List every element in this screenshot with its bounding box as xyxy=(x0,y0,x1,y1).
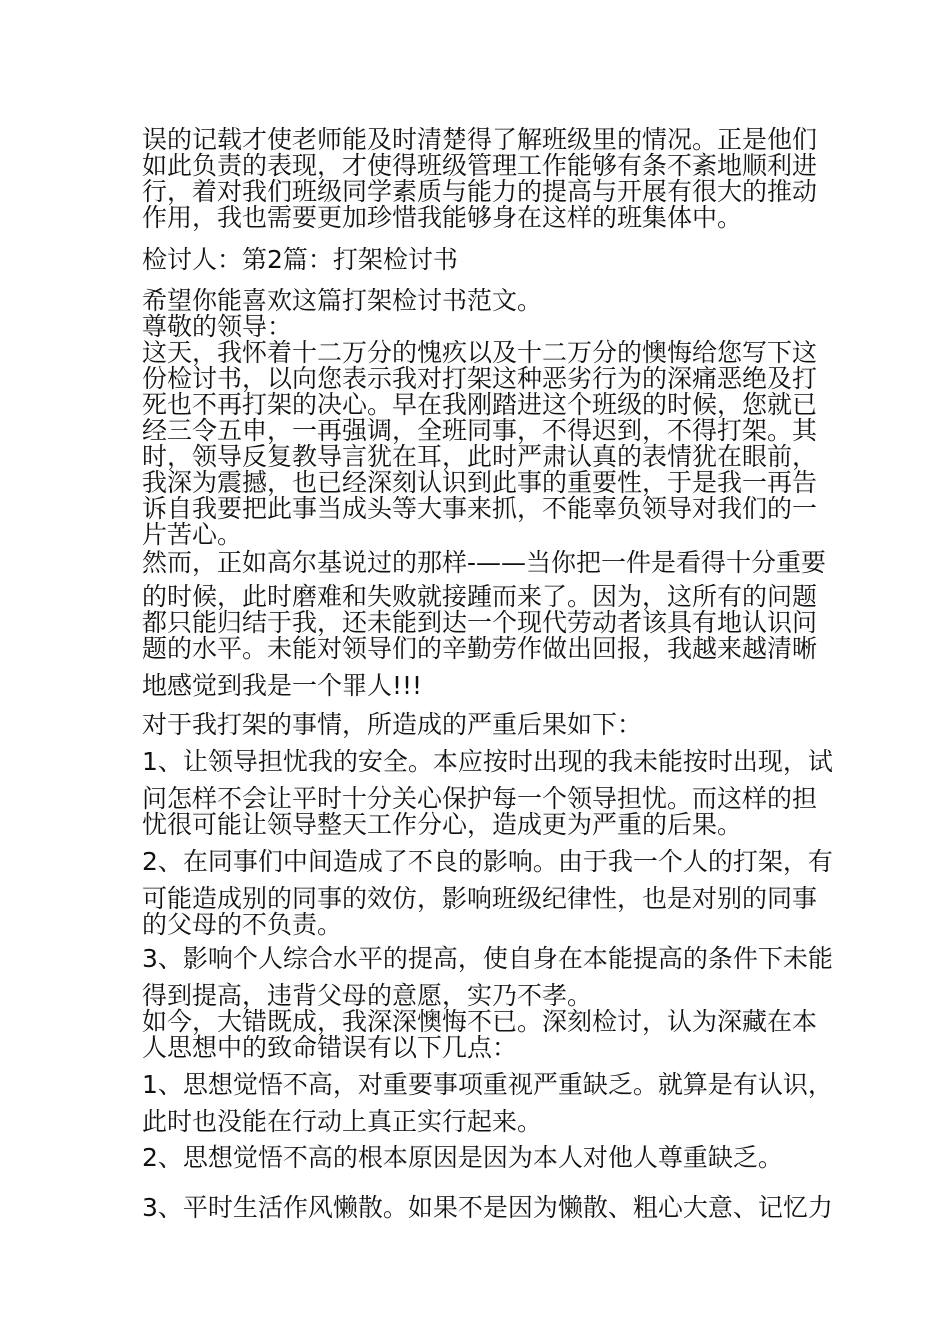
text-line: 的时候，此时磨难和失败就接踵而来了。因为，这所有的问题 xyxy=(142,582,818,611)
text-line: 如今，大错既成，我深深懊悔不已。深刻检讨，认为深藏在本 xyxy=(142,1007,818,1036)
text-line: 死也不再打架的决心。早在我刚踏进这个班级的时候，您就已 xyxy=(142,390,818,419)
text-line: 尊敬的领导： xyxy=(142,312,293,341)
text-line: 时，领导反复教导言犹在耳，此时严肃认真的表情犹在眼前， xyxy=(142,442,818,471)
text-line: 2、在同事们中间造成了不良的影响。由于我一个人的打架，有 xyxy=(142,847,833,876)
text-line: 问怎样不会让平时十分关心保护每一个领导担忧。而这样的担 xyxy=(142,784,818,813)
text-line: 人思想中的致命错误有以下几点： xyxy=(142,1033,518,1062)
text-line: 1、思想觉悟不高，对重要事项重视严重缺乏。就算是有认识， xyxy=(142,1070,833,1099)
text-line: 检讨人：第2篇：打架检讨书 xyxy=(142,245,458,274)
text-line: 2、思想觉悟不高的根本原因是因为本人对他人尊重缺乏。 xyxy=(142,1143,783,1172)
text-line: 的父母的不负责。 xyxy=(142,910,343,939)
text-line: 3、影响个人综合水平的提高，使自身在本能提高的条件下未能 xyxy=(142,944,833,973)
text-line: 这天，我怀着十二万分的愧疚以及十二万分的懊悔给您写下这 xyxy=(142,338,818,367)
text-line: 地感觉到我是一个罪人!!! xyxy=(142,671,423,700)
text-line: 都只能归结于我，还未能到达一个现代劳动者该具有地认识问 xyxy=(142,608,818,637)
text-line: 如此负责的表现，才使得班级管理工作能够有条不紊地顺利进 xyxy=(142,151,818,180)
text-line: 1、让领导担忧我的安全。本应按时出现的我未能按时出现，试 xyxy=(142,747,833,776)
text-line: 误的记载才使老师能及时清楚得了解班级里的情况。正是他们 xyxy=(142,125,818,154)
text-line: 此时也没能在行动上真正实行起来。 xyxy=(142,1107,543,1136)
text-line: 我深为震撼，也已经深刻认识到此事的重要性，于是我一再告 xyxy=(142,468,818,497)
text-line: 然而，正如高尔基说过的那样-——当你把一件是看得十分重要 xyxy=(142,548,827,577)
text-line: 忧很可能让领导整天工作分心，造成更为严重的后果。 xyxy=(142,810,743,839)
text-line: 份检讨书，以向您表示我对打架这种恶劣行为的深痛恶绝及打 xyxy=(142,364,818,393)
text-line: 3、平时生活作风懒散。如果不是因为懒散、粗心大意、记忆力 xyxy=(142,1193,833,1222)
text-line: 经三令五申，一再强调，全班同事，不得迟到，不得打架。其 xyxy=(142,416,818,445)
text-line: 得到提高，违背父母的意愿，实乃不孝。 xyxy=(142,981,593,1010)
text-line: 行，着对我们班级同学素质与能力的提高与开展有很大的推动 xyxy=(142,177,818,206)
text-line: 诉自我要把此事当成头等大事来抓，不能辜负领导对我们的一 xyxy=(142,494,818,523)
text-line: 对于我打架的事情，所造成的严重后果如下： xyxy=(142,710,643,739)
text-line: 作用，我也需要更加珍惜我能够身在这样的班集体中。 xyxy=(142,203,743,232)
text-line: 片苦心。 xyxy=(142,520,243,549)
text-line: 可能造成别的同事的效仿，影响班级纪律性，也是对别的同事 xyxy=(142,884,818,913)
text-line: 希望你能喜欢这篇打架检讨书范文。 xyxy=(142,286,543,315)
text-line: 题的水平。未能对领导们的辛勤劳作做出回报，我越来越清晰 xyxy=(142,634,818,663)
